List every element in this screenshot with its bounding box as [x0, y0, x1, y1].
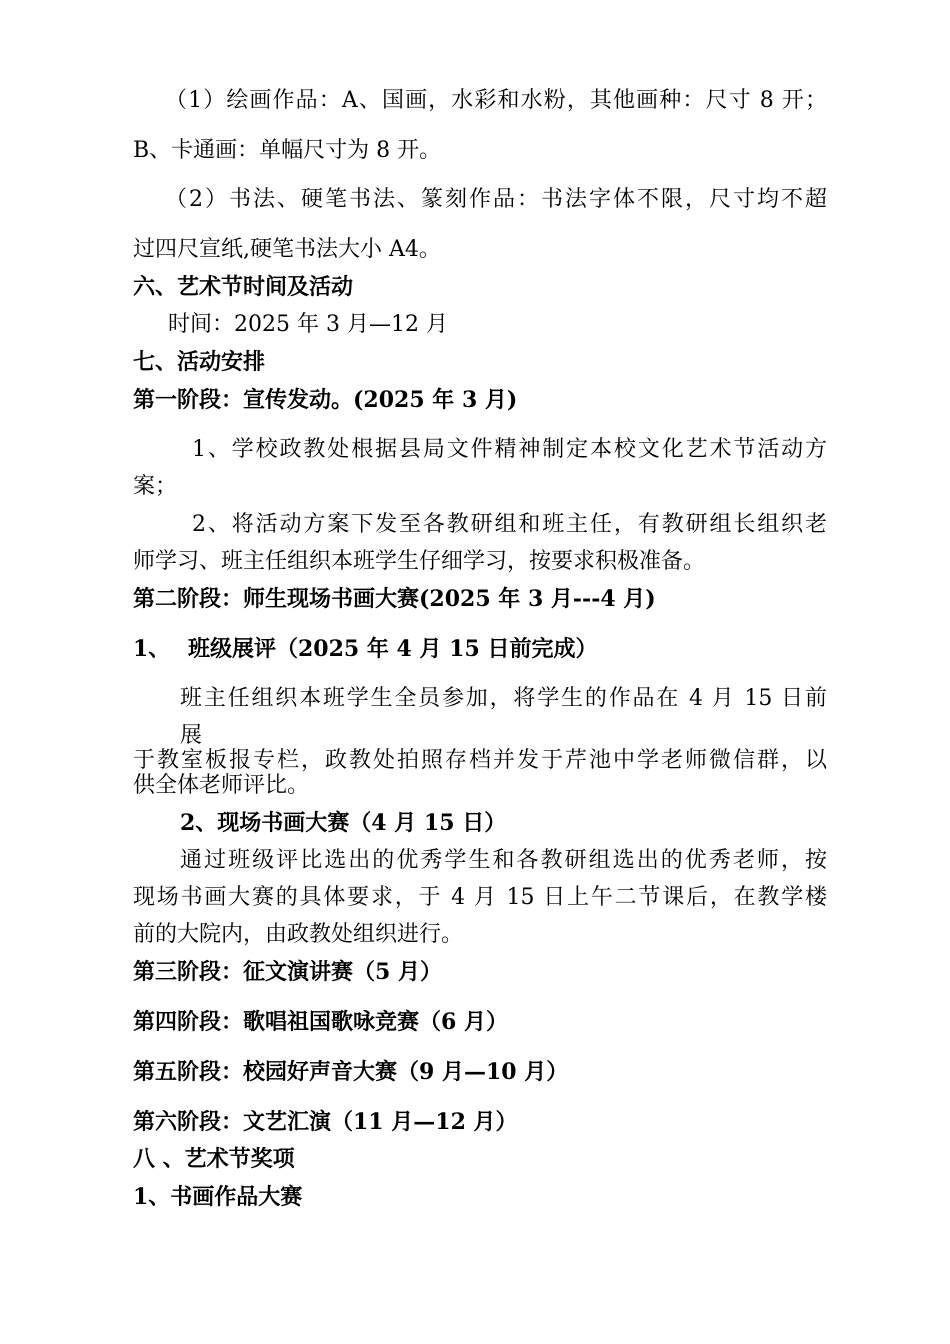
paragraph-line: 现场书画大赛的具体要求，于 4 月 15 日上午二节课后，在教学楼: [133, 885, 827, 910]
stage-heading: 第四阶段：歌唱祖国歌咏竞赛（6 月）: [133, 1009, 508, 1035]
stage-heading: 第一阶段：宣传发动。(2025 年 3 月): [133, 387, 518, 413]
stage-heading: 第五阶段：校园好声音大赛（9 月—10 月）: [133, 1059, 569, 1085]
subsection-heading: 2、现场书画大赛（4 月 15 日）: [180, 810, 507, 836]
section-heading: 七、活动安排: [133, 349, 266, 375]
paragraph-line: 班主任组织本班学生全员参加，将学生的作品在 4 月 15 日前: [180, 686, 827, 711]
paragraph-line: 供全体老师评比。: [133, 773, 310, 798]
paragraph-line: （2）书法、硬笔书法、篆刻作品：书法字体不限，尺寸均不超: [165, 187, 827, 212]
paragraph-line: 展: [180, 723, 203, 748]
paragraph-line: 通过班级评比选出的优秀学生和各教研组选出的优秀老师，按: [180, 848, 827, 873]
paragraph-line: 于教室板报专栏，政教处拍照存档并发于芹池中学老师微信群，以: [133, 748, 827, 773]
subsection-heading: 1、书画作品大赛: [133, 1184, 303, 1210]
paragraph-line: 前的大院内，由政教处组织进行。: [133, 922, 464, 947]
paragraph-line: 2、将活动方案下发至各教研组和班主任，有教研组长组织老: [192, 512, 827, 537]
paragraph-line: （1）绘画作品：A、国画，水彩和水粉，其他画种：尺寸 8 开；: [165, 88, 827, 113]
paragraph-line: 时间：2025 年 3 月—12 月: [168, 312, 448, 337]
list-number: 1、: [133, 636, 171, 662]
stage-heading: 第三阶段：征文演讲赛（5 月）: [133, 959, 442, 985]
section-heading: 八 、艺术节奖项: [133, 1146, 295, 1172]
paragraph-line: 师学习、班主任组织本班学生仔细学习，按要求积极准备。: [133, 549, 706, 574]
subsection-heading: 班级展评（2025 年 4 月 15 日前完成）: [188, 636, 598, 662]
stage-heading: 第六阶段：文艺汇演（11 月—12 月）: [133, 1109, 518, 1135]
section-heading: 六、艺术节时间及活动: [133, 274, 354, 300]
paragraph-line: 过四尺宣纸,硬笔书法大小 A4。: [133, 237, 441, 262]
paragraph-line: 案；: [133, 474, 178, 499]
paragraph-line: B、卡通画：单幅尺寸为 8 开。: [133, 138, 442, 163]
stage-heading: 第二阶段：师生现场书画大赛(2025 年 3 月---4 月): [133, 586, 656, 612]
paragraph-line: 1、学校政教处根据县局文件精神制定本校文化艺术节活动方: [192, 437, 827, 462]
